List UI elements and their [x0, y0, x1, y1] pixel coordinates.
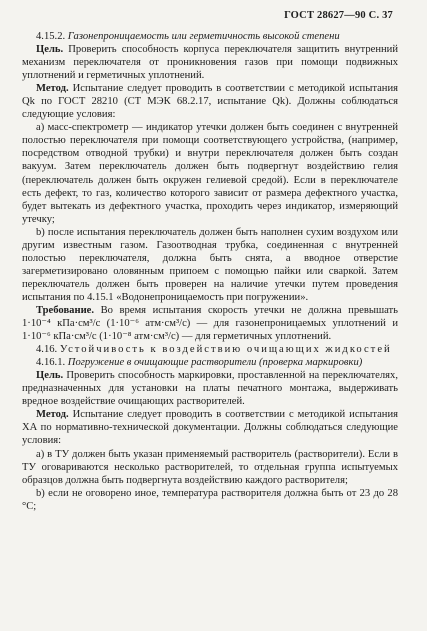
section-number: 4.16.	[36, 344, 58, 356]
requirement-label: Требование.	[36, 304, 95, 316]
section-4-16-1-heading	[22, 356, 398, 369]
condition-a-paragraph: а) в ТУ должен быть указан применяемый растворитель (растворители). Если в ТУ оговариваются несколько растворителей, то отдельная группа испытуемых образцов должна быть подвергнута воздействию каждого растворителя;	[22, 448, 398, 486]
condition-b-paragraph: b) после испытания переключатель должен быть наполнен сухим воздухом или другим известным газом. Газоотводная трубка, соединенная с внутренней полостью переключателя, должна быть снята, а вводное отверстие загерметизировано оловянным припоем с помощью пайки или сваркой. Затем переключатель должен быть проверен на наличие утечки путем проведения испытания по 4.15.1 «Водонепроницаемость при погружении».	[22, 226, 398, 303]
method-paragraph	[22, 408, 398, 447]
section-4-16-heading	[22, 343, 398, 356]
condition-b-paragraph: b) если не оговорено иное, температура растворителя должна быть от 23 до 28 °С;	[22, 487, 398, 512]
section-number: 4.15.2.	[36, 31, 66, 42]
method-label: Метод.	[36, 409, 69, 421]
purpose-label: Цель.	[36, 370, 64, 382]
page-header: ГОСТ 28627—90 С. 37	[284, 10, 393, 21]
purpose-label: Цель.	[36, 44, 64, 56]
section-title: Газонепроницаемость или герметичность высокой степени	[67, 31, 340, 42]
section-title: Устойчивость к воздействию очищающих жидкостей	[59, 344, 392, 356]
document-body	[22, 30, 398, 513]
method-label: Метод.	[36, 83, 69, 95]
section-title: Погружение в очищающие растворители (проверка маркировки)	[67, 357, 363, 369]
condition-a-paragraph: а) масс-спектрометр — индикатор утечки должен быть соединен с внутренней полостью переключателя при помощи соответствующего устройства, (например, посредством отводной трубки) и внутри переключателя должен быть создан вакуум. Затем переключатель должен быть подвергнут воздействию гелия (переключатель должен быть окружен гелиевой средой). Если в переключателе есть дефект, то газ, количество которого зависит от размера дефектного участка, будет вытекать из дефектного участка, проходить через индикатор, измеряющий утечку;	[22, 122, 398, 225]
method-text: Испытание следует проводить в соответствии с методикой испытания Qk по ГОСТ 28210 (СТ МЭК 68.2.17, испытание Qk). Должны соблюдаться следующие условия:	[22, 83, 398, 121]
requirement-text: Во время испытания скорость утечки не должна превышать 1·10⁻⁴ кПа·см³/с (1·10⁻⁶ атм·см³/с) — для газонепроницаемых уплотнений и 1·10⁻⁶ кПа·см³/с (1·10⁻⁸ атм·см³/с) — для герметичных уплотнений.	[22, 304, 398, 343]
purpose-text: Проверить способность корпуса переключателя защитить внутренний механизм переключателя от проникновения газов при помощи подвижных уплотнений и герметичных уплотнений.	[22, 44, 398, 82]
section-number: 4.16.1.	[36, 357, 66, 369]
method-text: Испытание следует проводить в соответствии с методикой испытания XA по нормативно-технической документации. Должны соблюдаться следующие условия:	[22, 409, 398, 447]
requirement-paragraph	[22, 304, 398, 343]
purpose-paragraph	[22, 369, 398, 408]
method-paragraph	[22, 82, 398, 121]
purpose-paragraph	[22, 43, 398, 82]
purpose-text: Проверить способность маркировки, проставленной на переключателях, предназначенных для установки на платы печатного монтажа, выдерживать вредное воздействие очищающих растворителей.	[22, 370, 398, 408]
section-4-15-2-heading	[22, 30, 398, 43]
